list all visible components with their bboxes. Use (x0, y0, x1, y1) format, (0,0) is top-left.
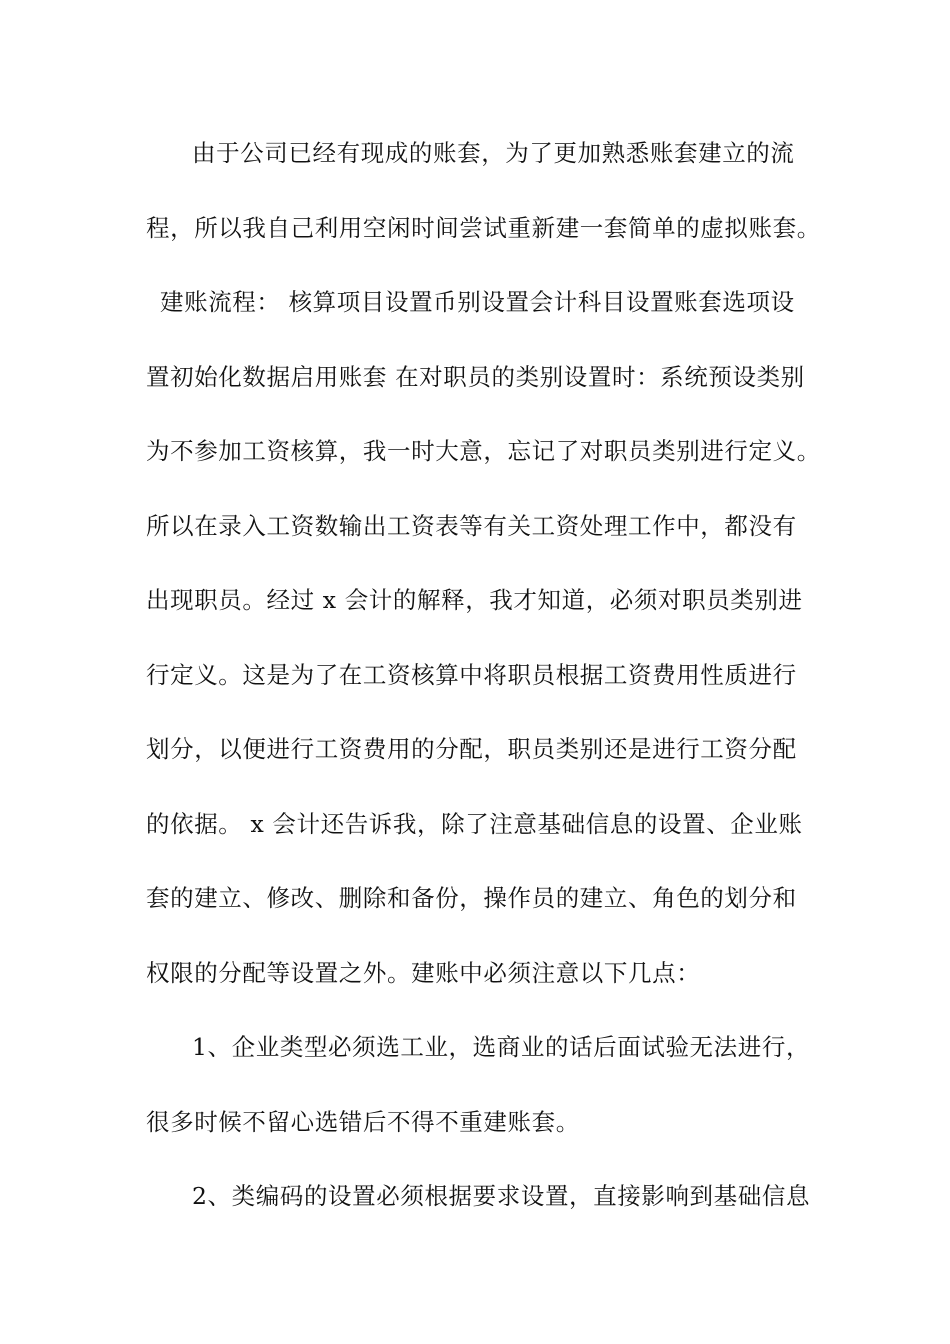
text-line: 建账流程： 核算项目设置币别设置会计科目设置账套选项设 (160, 288, 795, 316)
text-line: 由于公司已经有现成的账套，为了更加熟悉账套建立的流 (192, 139, 795, 167)
text-line: 的依据。 x 会计还告诉我，除了注意基础信息的设置、企业账 (146, 810, 803, 838)
text-line: 1、企业类型必须选工业，选商业的话后面试验无法进行， (192, 1033, 811, 1061)
text-line: 2、类编码的设置必须根据要求设置，直接影响到基础信息 (192, 1182, 811, 1210)
text-line: 行定义。这是为了在工资核算中将职员根据工资费用性质进行 (146, 661, 797, 689)
text-line: 很多时候不留心选错后不得不重建账套。 (146, 1108, 580, 1136)
text-line: 为不参加工资核算，我一时大意，忘记了对职员类别进行定义。 (146, 437, 821, 465)
text-line: 划分，以便进行工资费用的分配，职员类别还是进行工资分配 (146, 735, 797, 763)
text-line: 置初始化数据启用账套 在对职员的类别设置时：系统预设类别 (146, 363, 805, 391)
text-line: 程，所以我自己利用空闲时间尝试重新建一套简单的虚拟账套。 (146, 214, 821, 242)
text-line: 套的建立、修改、删除和备份，操作员的建立、角色的划分和 (146, 884, 797, 912)
text-line: 出现职员。经过 x 会计的解释，我才知道，必须对职员类别进 (146, 586, 803, 614)
text-line: 所以在录入工资数输出工资表等有关工资处理工作中，都没有 (146, 512, 797, 540)
text-line: 权限的分配等设置之外。建账中必须注意以下几点： (146, 959, 701, 987)
